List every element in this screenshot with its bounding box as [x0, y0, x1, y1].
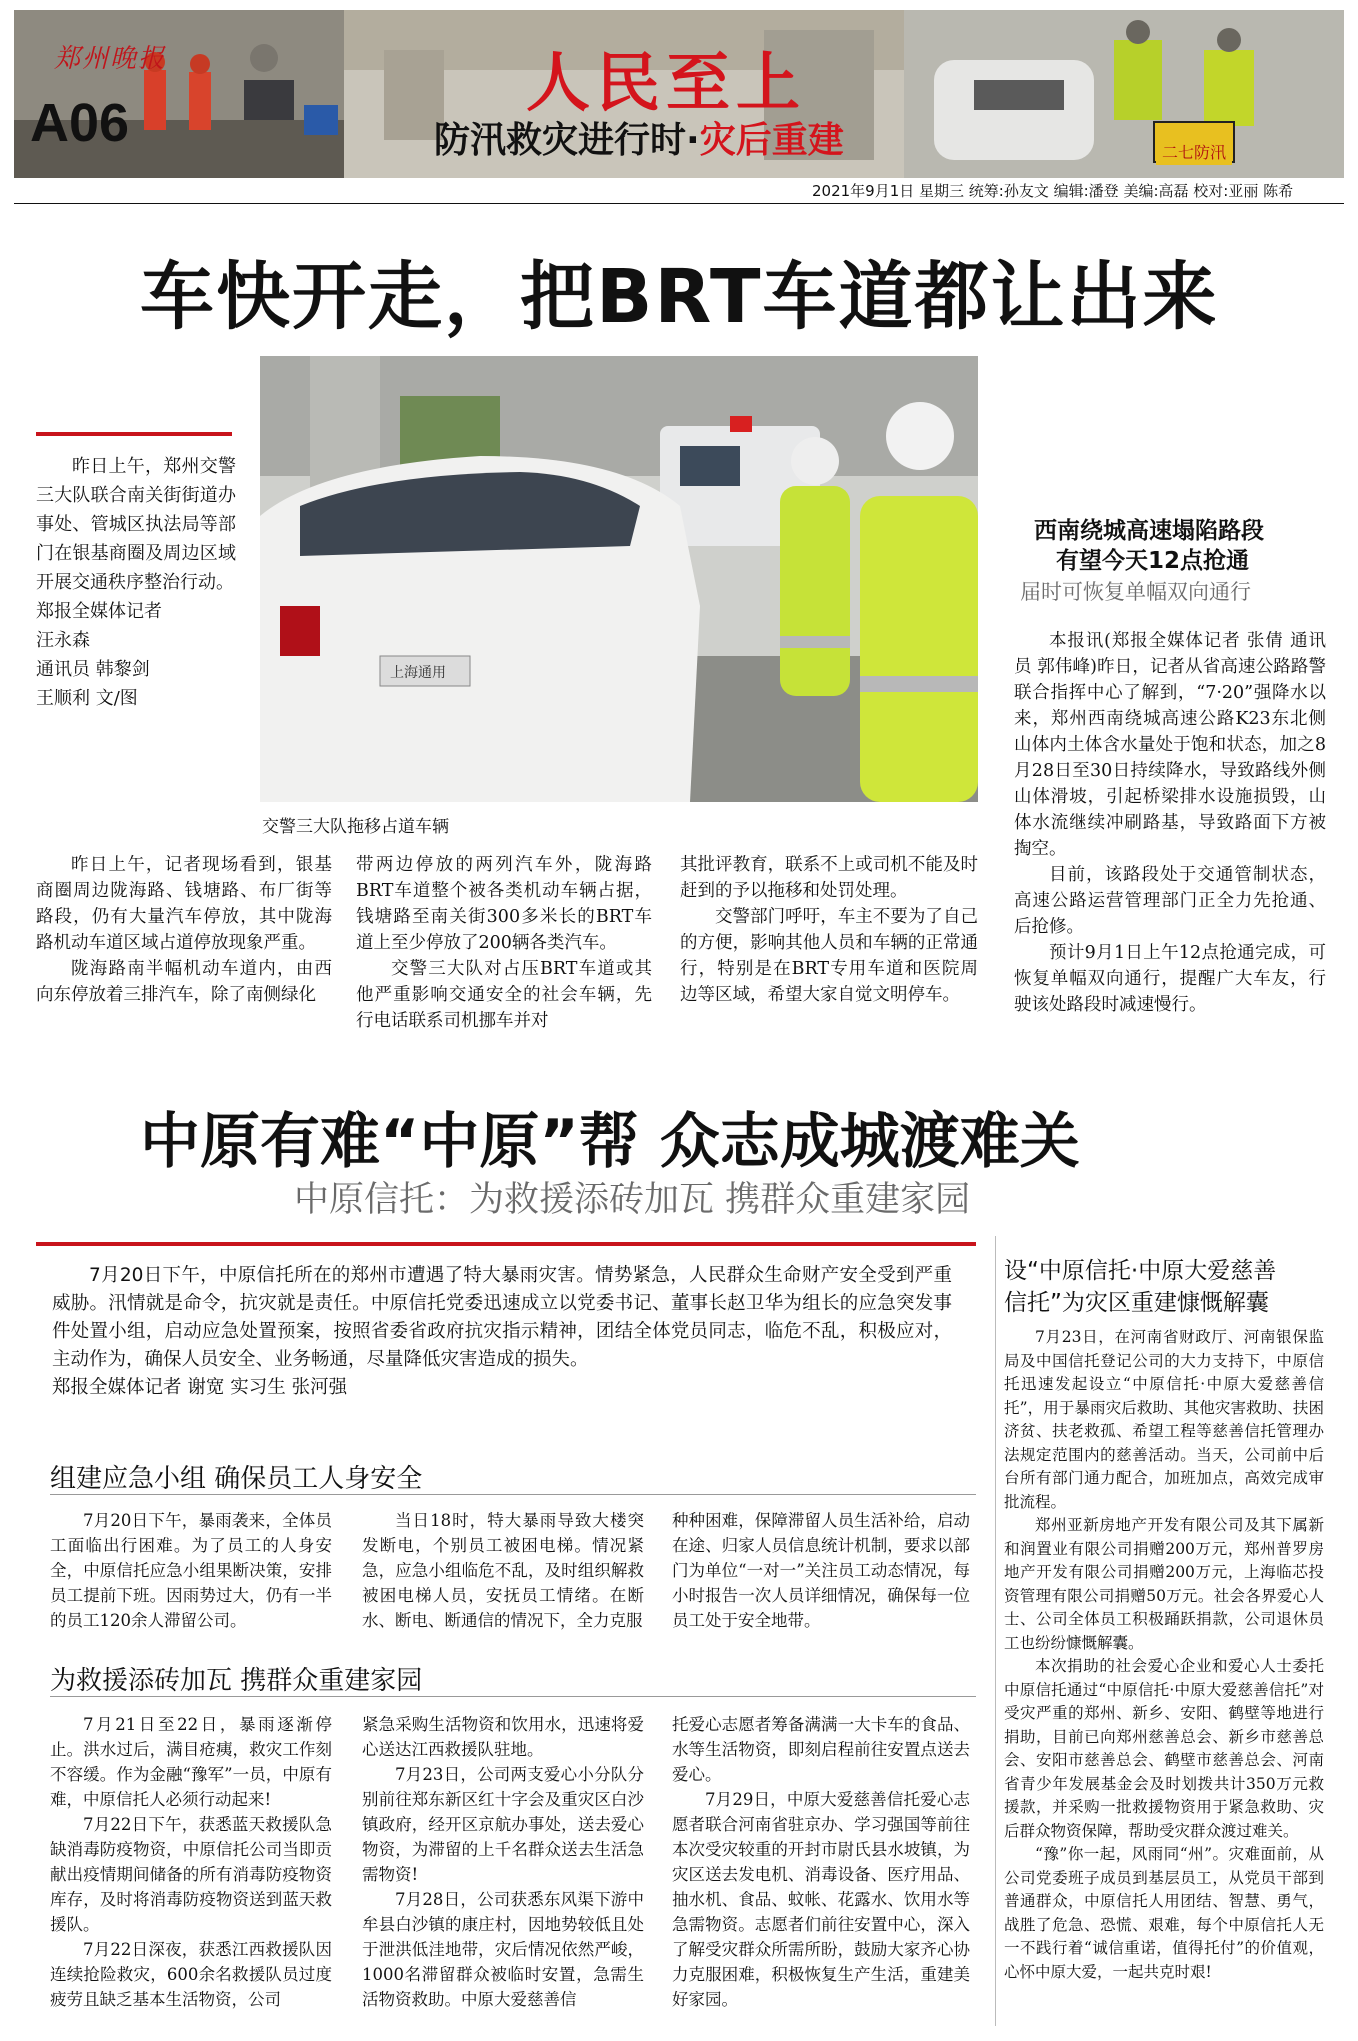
s2-col3 — [672, 1712, 970, 2012]
sidebar2-para3: 本次捐助的社会爱心企业和爱心人士委托中原信托通过“中原信托·中原大爱慈善信托”对受灾严重的郑州、新乡、安阳、鹤壁等地进行捐助，目前已向郑州慈善总会、新乡市慈善总会、安阳市慈善总会、鹤壁市慈善总会、河南省青少年发展基金会及时划拨共计350万元救援款，并采购一批救援物资用于紧急救助、灾后群众物资保障，帮助受灾群众渡过难关。 — [1004, 1657, 1324, 1840]
s2-col1-para3: 7月22日深夜，获悉江西救援队因连续抢险救灾，600余名救援队员过度疲劳且缺乏基本生活物资，公司 — [50, 1940, 332, 2009]
story1-lead: 昨日上午，郑州交警三大队联合南关街街道办事处、管城区执法局等部门在银基商圈及周边区域开展交通秩序整治行动。 — [36, 456, 236, 593]
story1-lead-block — [36, 452, 236, 713]
s2-col3-para1: 托爱心志愿者筹备满满一大卡车的食品、水等生活物资，即刻启程前往安置点送去爱心。 — [672, 1715, 970, 1784]
sidebar2-para4: “豫”你一起，风雨同“州”。灾难面前，从公司党委班子成员到基层员工，从党员干部到普通群众，中原信托人用团结、智慧、勇气，战胜了危急、恐慌、艰难，每个中原信托人无一不践行着“诚信重诺，值得托付”的价值观，心怀中原大爱，一起共克时艰! — [1004, 1845, 1324, 1981]
s2-col1-para1: 7月21日至22日，暴雨逐渐停止。洪水过后，满目疮痍，救灾工作刻不容缓。作为金融“豫军”一员，中原有难，中原信托人必须行动起来! — [50, 1715, 332, 1809]
sidebar1-subtitle: 届时可恢复单幅双向通行 — [1020, 580, 1251, 604]
sidebar1-body — [1014, 628, 1326, 1018]
page-header-banner — [14, 10, 1344, 178]
s2-col1-para2: 7月22日下午，获悉蓝天救援队急缺消毒防疫物资，中原信托公司当即贡献出疫情期间储备的所有消毒防疫物资库存，及时将消毒防疫物资送到蓝天救援队。 — [50, 1815, 332, 1934]
story1-photo-caption: 交警三大队拖移占道车辆 — [262, 817, 449, 837]
story2-section1-title: 组建应急小组 确保员工人身安全 — [50, 1464, 423, 1494]
s1-col2 — [362, 1508, 644, 1633]
story1-col3-para2: 交警部门呼吁，车主不要为了自己的方便，影响其他人员和车辆的正常通行，特别是在BRT专用车道和医院周边等区域，希望大家自觉文明停车。 — [680, 907, 978, 1005]
header-rule — [14, 203, 1344, 204]
s2-col3-para2: 7月29日，中原大爱慈善信托爱心志愿者联合河南省驻京办、学习强国等前往本次受灾较重的开封市尉氏县水坡镇，为灾区送去发电机、消毒设备、医疗用品、抽水机、食品、蚊帐、花露水、饮用水等急需物资。志愿者们前往安置中心，深入了解受灾群众所需所盼，鼓励大家齐心协力克服困难，积极恢复生产生活，重建美好家园。 — [672, 1790, 970, 2009]
story2-headline: 中原有难“中原”帮 众志成城渡难关 — [140, 1107, 1080, 1177]
s2-col1 — [50, 1712, 332, 2012]
story2-redbar — [36, 1242, 976, 1246]
banner-title: 人民至上 — [526, 46, 806, 121]
story1-lead-redbar — [36, 432, 232, 436]
story2-intro: 7月20日下午，中原信托所在的郑州市遭遇了特大暴雨灾害。情势紧急，人民群众生命财产安全受到严重威胁。汛情就是命令，抗灾就是责任。中原信托党委迅速成立以党委书记、董事长赵卫华为组长的应急突发事件处置小组，启动应急处置预案，按照省委省政府抗灾指示精神，团结全体党员同志，临危不乱，积极应对，主动作为，确保人员安全、业务畅通，尽量降低灾害造成的损失。 — [52, 1265, 952, 1370]
s1-col3-para1: 种种困难，保障滞留人员生活补给，启动在途、归家人员信息统计机制，要求以部门为单位“一对一”关注员工动态情况，每小时报告一次人员详细情况，确保每一位员工处于安全地带。 — [672, 1511, 970, 1630]
section1-rule — [50, 1494, 976, 1495]
s2-col2-para3: 7月28日，公司获悉东风渠下游中牟县白沙镇的康庄村，因地势较低且处于泄洪低洼地带，灾后情况依然严峻，1000名滞留群众被临时安置，急需生活物资救助。中原大爱慈善信 — [362, 1890, 644, 2009]
sidebar2-divider — [995, 1236, 996, 2026]
story1-col3-para1: 其批评教育，联系不上或司机不能及时赶到的予以拖移和处罚处理。 — [680, 855, 978, 901]
sidebar1-para1: 本报讯(郑报全媒体记者 张倩 通讯员 郭伟峰)昨日，记者从省高速公路路警联合指挥中心了解到，“7·20”强降水以来，郑州西南绕城高速公路K23东北侧山体内土体含水量处于饱和状态，加之8月28日至30日持续降水，导致路线外侧山体滑坡，引起桥梁排水设施损毁，山体水流继续冲刷路基，导致路面下方被掏空。 — [1014, 631, 1326, 859]
newspaper-logo: 郑州晚报 — [54, 44, 167, 74]
story1-headline: 车快开走，把BRT车道都让出来 — [140, 254, 1219, 340]
story1-col3 — [680, 852, 978, 1008]
sidebar1-para2: 目前，该路段处于交通管制状态，高速公路运营管理部门正全力先抢通、后抢修。 — [1014, 865, 1326, 937]
sidebar2-title-line2: 信托”为灾区重建慷慨解囊 — [1004, 1290, 1269, 1316]
story1-byline-4: 王顺利 文/图 — [36, 688, 138, 709]
page-number: A06 — [30, 93, 130, 153]
sidebar2-title-line1: 设“中原信托·中原大爱慈善 — [1004, 1258, 1277, 1284]
flood-sign: 二七防汛 — [1156, 138, 1232, 165]
banner-subtitle: 防汛救灾进行时·灾后重建 — [434, 120, 844, 161]
sidebar1-para3: 预计9月1日上午12点抢通完成，可恢复单幅双向通行，提醒广大车友，行驶该处路段时减速慢行。 — [1014, 943, 1326, 1015]
sidebar2-para2: 郑州亚新房地产开发有限公司及其下属新和润置业有限公司捐赠200万元，郑州普罗房地产开发有限公司捐赠200万元，上海临芯投资管理有限公司捐赠50万元。社会各界爱心人士、公司全体员工积极踊跃捐款，公司退休员工也纷纷慷慨解囊。 — [1004, 1516, 1324, 1652]
section2-rule — [50, 1696, 976, 1697]
dateline: 2021年9月1日 星期三 统筹:孙友文 编辑:潘登 美编:高磊 校对:亚丽 陈希 — [812, 182, 1294, 200]
story1-col2 — [356, 852, 652, 1034]
s1-col1-para1: 7月20日下午，暴雨袭来，全体员工面临出行困难。为了员工的人身安全，中原信托应急小组果断决策，安排员工提前下班。因雨势过大，仍有一半的员工120余人滞留公司。 — [50, 1511, 332, 1630]
header-photo-police-cars — [904, 10, 1344, 178]
s2-col2-para2: 7月23日，公司两支爱心小分队分别前往郑东新区红十字会及重灾区白沙镇政府，经开区京航办事处，送去爱心物资，为滞留的上千名群众送去生活急需物资! — [362, 1765, 644, 1884]
story1-col2-para2: 交警三大队对占压BRT车道或其他严重影响交通安全的社会车辆，先行电话联系司机挪车并对 — [356, 959, 652, 1031]
story1-byline-3: 通讯员 韩黎剑 — [36, 659, 150, 680]
sidebar1-title-line1: 西南绕城高速塌陷路段 — [1034, 518, 1264, 544]
sidebar2-para1: 7月23日，在河南省财政厅、河南银保监局及中国信托登记公司的大力支持下，中原信托迅速发起设立“中原信托·中原大爱慈善信托”，用于暴雨灾后救助、其他灾害救助、扶困济贫、扶老救孤、希望工程等慈善信托管理办法规定范围内的慈善活动。当天，公司前中后台所有部门通力配合，加班加点，高效完成审批流程。 — [1004, 1328, 1324, 1511]
s1-col1 — [50, 1508, 332, 1633]
story2-intro-block — [52, 1262, 952, 1402]
s2-col2 — [362, 1712, 644, 2012]
story2-subheadline: 中原信托：为救援添砖加瓦 携群众重建家园 — [294, 1180, 971, 1220]
story2-byline: 郑报全媒体记者 谢宽 实习生 张河强 — [52, 1377, 348, 1398]
story1-col1-para2: 陇海路南半幅机动车道内，由西向东停放着三排汽车，除了南侧绿化 — [36, 959, 332, 1005]
sidebar1-title-line2: 有望今天12点抢通 — [1056, 548, 1250, 574]
story2-section2-title: 为救援添砖加瓦 携群众重建家园 — [50, 1666, 423, 1696]
story1-col1 — [36, 852, 332, 1008]
story1-col1-para1: 昨日上午，记者现场看到，银基商圈周边陇海路、钱塘路、布厂街等路段，仍有大量汽车停放，其中陇海路机动车道区域占道停放现象严重。 — [36, 855, 332, 953]
story1-byline-2: 汪永森 — [36, 630, 90, 651]
car-plate-text: 上海通用 — [390, 665, 446, 681]
s1-col3 — [672, 1508, 970, 1633]
s1-col2-para1: 当日18时，特大暴雨导致大楼突发断电，个别员工被困电梯。情况紧急，应急小组临危不乱，及时组织解救被困电梯人员，安抚员工情绪。在断水、断电、断通信的情况下，全力克服 — [362, 1511, 644, 1630]
story1-byline-1: 郑报全媒体记者 — [36, 601, 162, 622]
s2-col2-para1: 紧急采购生活物资和饮用水，迅速将爱心送达江西救援队驻地。 — [362, 1715, 644, 1759]
story1-photo-tow-car — [260, 356, 978, 802]
sidebar2-body — [1004, 1326, 1324, 1984]
story1-col2-para1: 带两边停放的两列汽车外，陇海路BRT车道整个被各类机动车辆占据，钱塘路至南关街300多米长的BRT车道上至少停放了200辆各类汽车。 — [356, 855, 652, 953]
